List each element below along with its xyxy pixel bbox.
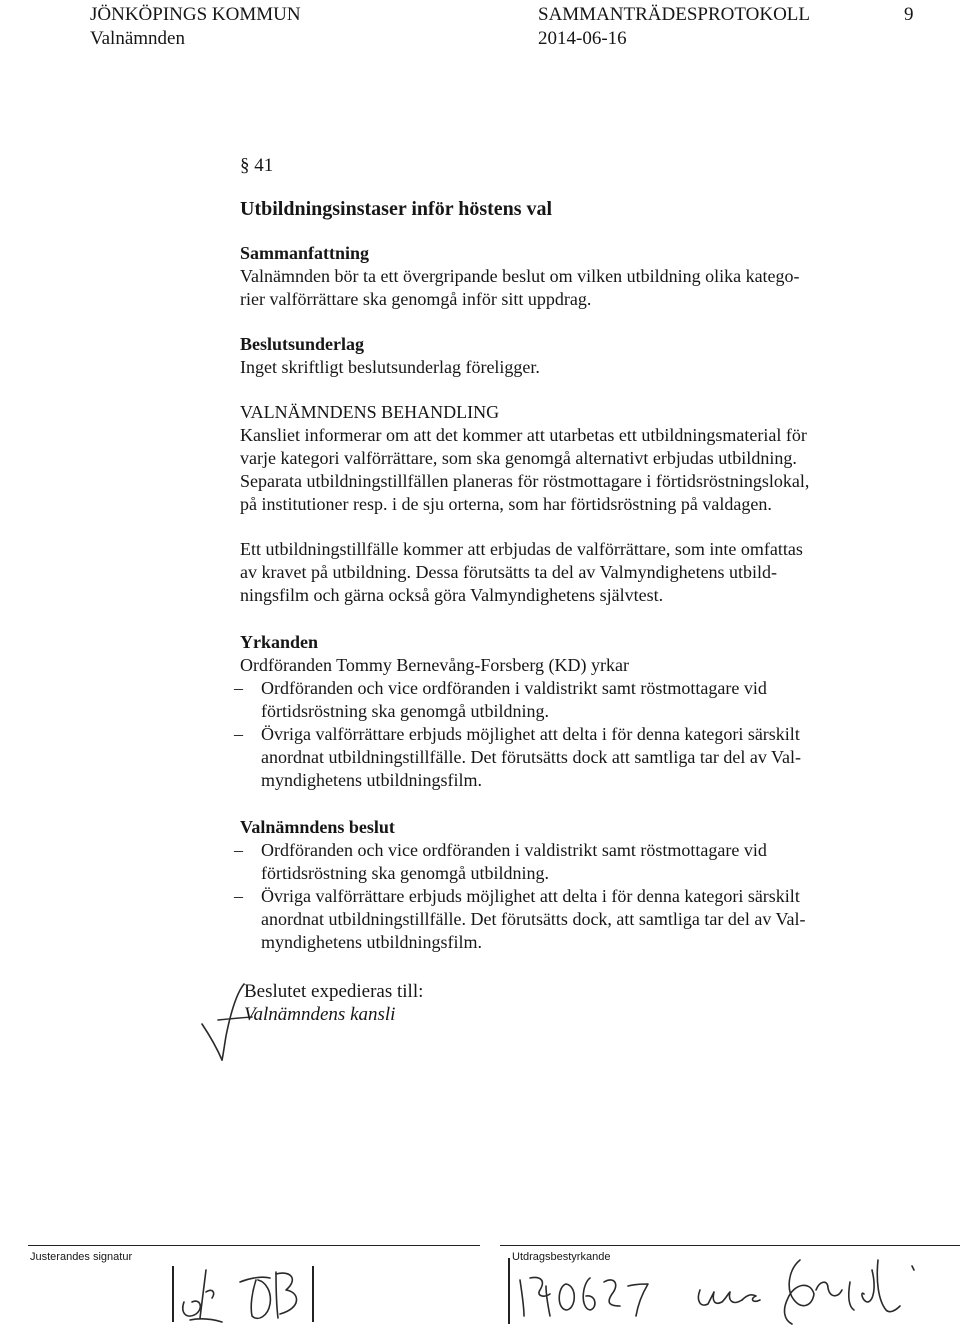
expediering <box>244 980 423 1026</box>
document-type: SAMMANTRÄDESPROTOKOLL <box>538 4 811 25</box>
signature-divider <box>312 1266 314 1322</box>
signature-initials-2 <box>236 1262 306 1328</box>
list-item: – Övriga valförrättare erbjuds möjlighet att delta i för denna kategori särskilt anordnat utbildningstillfälle. Det förutsätts dock, att samtliga tar del av Val- myndighetens utbildningsfilm. <box>234 886 806 952</box>
sammanfattning-heading: Sammanfattning <box>240 243 370 263</box>
expediering-label: Beslutet expedieras till: <box>244 981 424 1002</box>
list-item: – Ordföranden och vice ordföranden i valdistrikt samt röstmottagare vid förtidsröstning ska genomgå utbildning. <box>234 678 767 721</box>
behandling-paragraph-2: Ett utbildningstillfälle kommer att erbjudas de valförrättare, som inte omfattas av kravet på utbildning. Dessa förutsätts ta del av Valmyndighetens utbild- ningsfilm och gärna också göra Valmyndighetens självtest. <box>240 539 803 605</box>
org-name: JÖNKÖPINGS KOMMUN <box>90 4 301 25</box>
list-item: – Övriga valförrättare erbjuds möjlighet att delta i för denna kategori särskilt anordnat utbildningstillfälle. Det förutsätts dock att samtliga tar del av Val- myndighetens utbildningsfilm. <box>234 724 802 790</box>
section-number: § 41 <box>240 155 274 176</box>
beslutsunderlag-text: Inget skriftligt beslutsunderlag föreligger. <box>240 357 540 377</box>
utdragsbestyrkande-label: Utdragsbestyrkande <box>512 1251 611 1263</box>
handwritten-mark <box>196 976 256 1066</box>
section-title: Utbildningsinstaser inför höstens val <box>240 198 553 220</box>
yrkanden-list <box>234 677 880 792</box>
sammanfattning-text: Valnämnden bör ta ett övergripande beslut om vilken utbildning olika katego- rier valförrättare ska genomgå inför sitt uppdrag. <box>240 266 800 309</box>
beslutsunderlag-heading: Beslutsunderlag <box>240 334 365 354</box>
handwritten-date-and-signature <box>516 1250 936 1328</box>
signature-divider <box>508 1258 510 1324</box>
signature-divider <box>172 1266 174 1322</box>
yrkanden-intro: Ordföranden Tommy Bernevång-Forsberg (KD) yrkar <box>240 655 629 675</box>
signature-initials-1 <box>176 1262 236 1328</box>
justerandes-signatur-label: Justerandes signatur <box>30 1251 133 1263</box>
yrkanden-heading: Yrkanden <box>240 632 319 652</box>
meeting-date: 2014-06-16 <box>538 28 627 49</box>
beslut-heading: Valnämndens beslut <box>240 817 395 837</box>
expediering-recipient: Valnämndens kansli <box>244 1004 396 1025</box>
beslut-list <box>234 839 880 954</box>
department-name: Valnämnden <box>90 28 185 49</box>
behandling-heading: VALNÄMNDENS BEHANDLING <box>240 402 500 422</box>
page-number: 9 <box>904 4 914 25</box>
list-item: – Ordföranden och vice ordföranden i valdistrikt samt röstmottagare vid förtidsröstning ska genomgå utbildning. <box>234 840 767 883</box>
document-body <box>234 242 880 954</box>
behandling-paragraph-1: Kansliet informerar om att det kommer att utarbetas ett utbildningsmaterial för varje kategori valförrättare, som ska genomgå alternativt erbjudas utbildning. Separata utbildningstillfällen planeras för röstmottagare i förtidsröstningslokal, på institutioner resp. i de sju orterna, som har förtidsröstning på valdagen. <box>240 425 810 514</box>
